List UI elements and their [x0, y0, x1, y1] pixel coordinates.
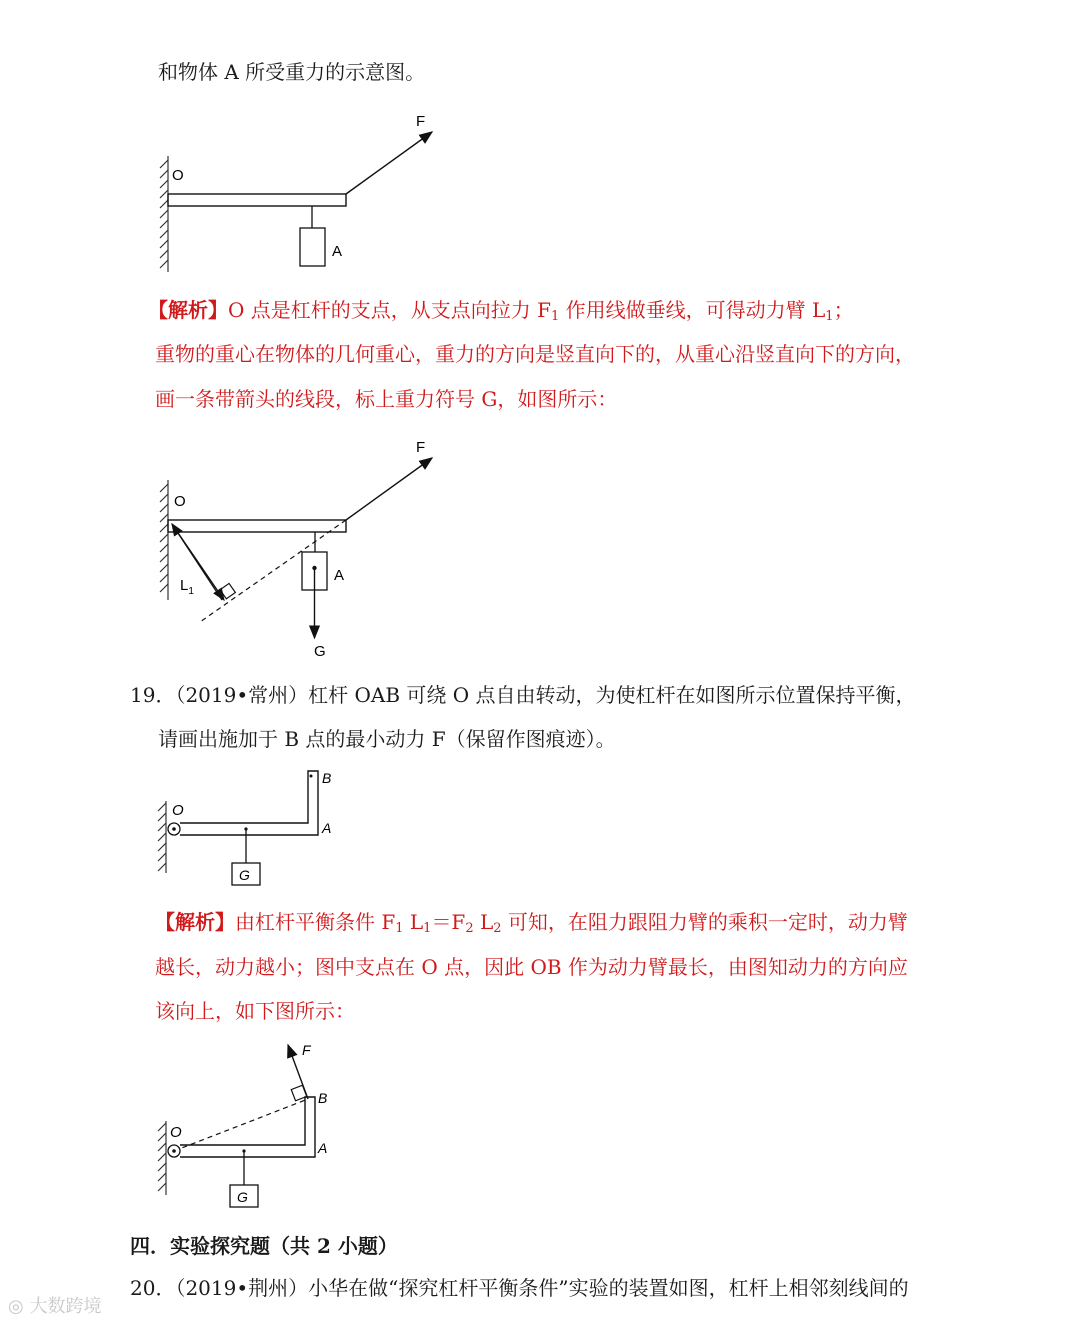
analysis-18-line3: 画一条带箭头的线段，标上重力符号 G，如图所示：	[155, 387, 618, 411]
label-f: F	[416, 113, 426, 130]
analysis-18-line1: 【解析】O 点是杠杆的支点，从支点向拉力 $F_1$ 作用线做垂线，可得动力臂 $L_1$；	[148, 298, 854, 324]
lever-l-shape	[180, 771, 318, 835]
figure-18-answer	[150, 440, 470, 670]
question-20-line1: 20．（2019•荆州）小华在做“探究杠杆平衡条件”实验的装置如图，杠杆上相邻刻线间的	[130, 1276, 909, 1300]
label-f: F	[416, 439, 426, 456]
label-o: O	[172, 167, 184, 184]
analysis-19-line2: 越长，动力越小；图中支点在 O 点，因此 OB 作为动力臂最长，由图知动力的方向应	[155, 955, 908, 979]
label-o: O	[170, 1124, 182, 1141]
wall-hatch	[158, 801, 166, 873]
label-o: O	[174, 493, 186, 510]
watermark-logo-icon: ◎	[8, 1296, 24, 1317]
analysis-19-line1: 【解析】由杠杆平衡条件 $F_1$ $L_1=F_2$ $L_2$ 可知，在阻力跟阻力臂的乘积一定时，动力臂	[155, 910, 908, 936]
wall-hatch	[160, 480, 168, 600]
force-f-arrow	[346, 458, 432, 520]
label-a: A	[334, 567, 345, 584]
question-18-continuation: 和物体 A 所受重力的示意图。	[158, 60, 426, 84]
lever-l-shape	[180, 1097, 315, 1157]
figure-19-question	[150, 765, 350, 895]
pivot-o-dot	[172, 827, 176, 831]
label-g: G	[314, 643, 326, 660]
label-b: B	[318, 1090, 328, 1106]
lever-bar	[168, 194, 346, 206]
pivot-o-dot	[172, 1149, 176, 1153]
figure-18-question	[150, 110, 470, 280]
label-a: A	[318, 1140, 328, 1156]
wall-hatch	[158, 1121, 166, 1195]
label-g: G	[239, 867, 250, 883]
arm-dashed-ob	[174, 1099, 308, 1151]
figure-19-answer	[150, 1035, 350, 1215]
label-l1: $L_1$	[180, 577, 194, 597]
label-g: G	[237, 1189, 248, 1205]
label-b: B	[322, 770, 332, 786]
lever-bar	[168, 520, 346, 532]
wall-hatch	[160, 156, 168, 272]
force-f-arrow	[346, 132, 432, 194]
question-19-line1: 19．（2019•常州）杠杆 OAB 可绕 O 点自由转动，为使杠杆在如图所示位置保持平衡，	[130, 683, 916, 707]
watermark	[8, 1292, 101, 1318]
watermark-text: 大数跨境	[29, 1296, 102, 1317]
point-b-dot	[310, 775, 313, 778]
analysis-18-line2: 重物的重心在物体的几何重心，重力的方向是竖直向下的，从重心沿竖直向下的方向，	[155, 342, 915, 366]
section-4-heading: 四．实验探究题（共 2 小题）	[130, 1234, 398, 1258]
label-a: A	[332, 243, 343, 260]
analysis-tag: 【解析】	[155, 910, 235, 934]
analysis-tag: 【解析】	[148, 298, 228, 322]
weight-a	[300, 228, 325, 266]
label-o: O	[172, 802, 184, 819]
analysis-19-line3: 该向上，如下图所示：	[155, 999, 355, 1023]
question-19-line2: 请画出施加于 B 点的最小动力 F（保留作图痕迹）。	[158, 727, 616, 751]
label-a: A	[322, 820, 332, 836]
label-f: F	[302, 1042, 311, 1058]
